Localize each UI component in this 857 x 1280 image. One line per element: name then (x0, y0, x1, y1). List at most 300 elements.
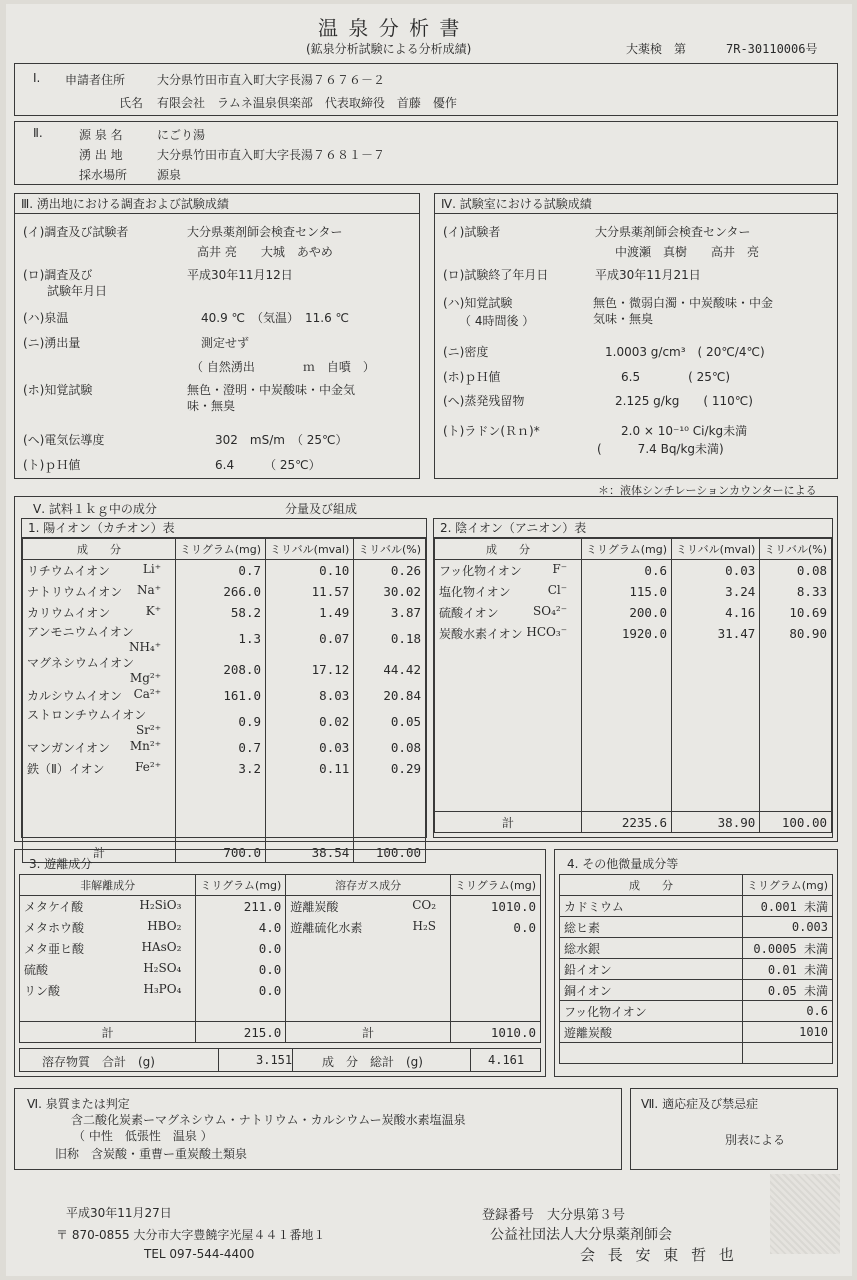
value-mg: 3.2 (176, 758, 266, 779)
test-end-date-label: (ロ)試験終了年月日 (443, 268, 549, 282)
trace-components-title: 4. その他微量成分等 (567, 857, 679, 871)
value-pct: 0.08 (760, 560, 832, 581)
value-mg: 0.001 未満 (743, 896, 833, 917)
spring-quality-title: Ⅵ. 泉質または判定 (27, 1097, 130, 1111)
col-header-name: 成 分 (23, 539, 176, 560)
empty-cell (286, 938, 451, 959)
table-row (23, 758, 426, 779)
component-name: 塩化物イオン (439, 584, 511, 599)
component-name: 硫酸 (24, 962, 49, 977)
source-section (14, 121, 838, 185)
totals-row (19, 1048, 541, 1072)
empty-cell (760, 665, 832, 686)
empty-cell (451, 938, 541, 959)
value-pct: 44.42 (354, 654, 426, 685)
component-formula: Mg²⁺ (129, 670, 162, 685)
value-mval: 8.03 (266, 685, 354, 706)
empty-cell (672, 770, 760, 791)
lab-examiner-org: 大分県薬剤師会検査センター (595, 225, 751, 239)
col-header-mg: ミリグラム(mg) (451, 875, 541, 896)
component-name: メタケイ酸 (24, 899, 84, 914)
component-name-cell (20, 959, 196, 980)
empty-cell (266, 800, 354, 821)
total-label: 計 (286, 1022, 451, 1043)
registration-number: 登録番号 大分県第３号 (482, 1208, 626, 1223)
component-name: 総ヒ素 (560, 917, 743, 938)
value-mg: 4.0 (196, 917, 286, 938)
field-survey-section (14, 193, 420, 479)
empty-cell (582, 770, 672, 791)
composition-subtitle: 分量及び組成 (285, 502, 358, 516)
empty-row (435, 665, 832, 686)
value-mval: 11.57 (266, 581, 354, 602)
source-name-label: 源 泉 名 (79, 128, 123, 142)
applicant-address: 大分県竹田市直入町大字長湯７６７６－２ (157, 73, 386, 87)
component-name-cell (23, 560, 176, 581)
flow-rate: 測定せず (201, 336, 250, 350)
empty-cell (672, 665, 760, 686)
value-mval: 0.10 (266, 560, 354, 581)
value-mg: 1010 (743, 1022, 833, 1043)
component-name: リチウムイオン (27, 563, 111, 578)
component-formula: Cl⁻ (547, 582, 568, 597)
value-mg: 161.0 (176, 685, 266, 706)
examiner-org: 大分県薬剤師会検査センター (187, 225, 343, 239)
issuer-org: 公益社団法人大分県薬剤師会 (490, 1227, 672, 1243)
empty-cell (672, 749, 760, 770)
col-header-mg: ミリグラム(mg) (196, 875, 286, 896)
table-row (23, 623, 426, 654)
component-total: 4.161 (488, 1053, 525, 1067)
applicant-address-label: 申請者住所 (65, 73, 126, 87)
value-mg: 1920.0 (582, 623, 672, 644)
flow-rate-label: (ニ)湧出量 (23, 336, 81, 350)
col-header-name: 成 分 (435, 539, 582, 560)
density-label: (ニ)密度 (443, 345, 489, 359)
empty-cell (23, 779, 176, 800)
component-name: カドミウム (560, 896, 743, 917)
component-name-cell (286, 917, 451, 938)
col-header-mg: ミリグラム(mg) (582, 539, 672, 560)
table-row (435, 602, 832, 623)
survey-date-label-2: 試験年月日 (47, 284, 108, 298)
component-formula: H₂S (412, 918, 437, 933)
component-formula: Ca²⁺ (133, 686, 162, 701)
ph-value: 6.4 （ 25℃） (215, 458, 321, 472)
spring-quality-old-name: 旧称 含炭酸・重曹ー重炭酸土類泉 (55, 1147, 248, 1161)
component-name: 鉛イオン (560, 959, 743, 980)
value-mval: 31.47 (672, 623, 760, 644)
component-name: メタホウ酸 (24, 920, 85, 935)
trace-box (559, 874, 833, 1072)
empty-cell (760, 644, 832, 665)
empty-cell (176, 821, 266, 842)
empty-cell (435, 644, 582, 665)
value-mg: 0.0005 未満 (743, 938, 833, 959)
empty-row (435, 728, 832, 749)
table-row (23, 737, 426, 758)
value-mg: 0.0 (451, 917, 541, 938)
empty-cell (582, 686, 672, 707)
divider (470, 1049, 471, 1071)
free-components-section (14, 849, 546, 1077)
component-name-cell (23, 581, 176, 602)
col-header-gas: 溶存ガス成分 (286, 875, 451, 896)
issue-date: 平成30年11月27日 (66, 1206, 172, 1220)
conductivity: 302 mS/m （ 25℃） (215, 433, 348, 447)
anion-table-box (433, 518, 833, 838)
empty-cell (582, 665, 672, 686)
table-row (560, 1022, 833, 1043)
empty-cell (760, 707, 832, 728)
sensory-test-label: (ホ)知覚試験 (23, 383, 93, 397)
radon-bq: ( 7.4 Bq/kg未満) (597, 442, 724, 456)
table-row (560, 917, 833, 938)
table-row (435, 560, 832, 581)
table-row (560, 938, 833, 959)
component-name-cell (23, 706, 176, 737)
empty-row (23, 779, 426, 800)
value-pct: 0.26 (354, 560, 426, 581)
lab-sensory-time: （ 4時間後 ） (459, 314, 535, 328)
empty-cell (560, 1043, 743, 1064)
total-pct: 100.00 (760, 812, 832, 833)
component-name-cell (23, 623, 176, 654)
spring-quality: 含二酸化炭素ーマグネシウム・ナトリウム・カルシウムー炭酸水素塩温泉 (71, 1113, 466, 1127)
value-mg: 0.7 (176, 737, 266, 758)
value-mg: 58.2 (176, 602, 266, 623)
empty-cell (760, 791, 832, 812)
col-header-name: 成 分 (560, 875, 743, 896)
density: 1.0003 g/cm³ ( 20℃/4℃) (605, 345, 765, 359)
col-header-mg: ミリグラム(mg) (743, 875, 833, 896)
component-name: 遊離炭酸 (290, 899, 339, 914)
value-pct: 10.69 (760, 602, 832, 623)
empty-cell (435, 791, 582, 812)
sensory-test-2: 味・無臭 (187, 399, 236, 413)
spring-quality-section (14, 1088, 622, 1170)
component-name: カリウムイオン (27, 605, 111, 620)
cation-table-box (21, 518, 427, 860)
empty-cell (672, 686, 760, 707)
trace-components-section (554, 849, 838, 1077)
value-mg: 0.0 (196, 959, 286, 980)
component-name: フッ化物イオン (560, 1001, 743, 1022)
table-row (560, 1001, 833, 1022)
component-name: 硫酸イオン (439, 605, 499, 620)
component-formula: Mn²⁺ (129, 738, 162, 753)
value-mval: 1.49 (266, 602, 354, 623)
component-name: メタ亜ヒ酸 (24, 941, 85, 956)
cation-table-title: 1. 陽イオン（カチオン）表 (22, 519, 426, 538)
table-row (20, 938, 541, 959)
empty-cell (286, 980, 451, 1001)
component-name-cell (435, 602, 582, 623)
component-name-cell (20, 896, 196, 917)
col-header-mg: ミリグラム(mg) (176, 539, 266, 560)
evaporation-residue: 2.125 g/kg ( 110℃) (615, 394, 753, 408)
radon-label: (ト)ラドン(Ｒｎ)* (443, 424, 540, 438)
composition-section (14, 496, 838, 860)
source-name: にごり湯 (157, 128, 206, 142)
value-mval: 17.12 (266, 654, 354, 685)
empty-cell (286, 959, 451, 980)
empty-cell (672, 707, 760, 728)
anion-table (434, 538, 832, 833)
empty-row (435, 791, 832, 812)
component-name-cell (435, 581, 582, 602)
table-row (435, 581, 832, 602)
value-mg: 0.7 (176, 560, 266, 581)
component-name: アンモニウムイオン (27, 624, 134, 639)
empty-cell (435, 686, 582, 707)
component-formula: Fe²⁺ (135, 759, 162, 774)
ph-label: (ト)ｐＨ値 (23, 458, 81, 472)
component-formula: HCO₃⁻ (526, 624, 568, 639)
value-pct: 0.05 (354, 706, 426, 737)
value-mg: 0.6 (582, 560, 672, 581)
empty-cell (20, 1001, 196, 1022)
value-mg: 1010.0 (451, 896, 541, 917)
indications-title: Ⅶ. 適応症及び禁忌症 (641, 1097, 759, 1111)
table-row (23, 654, 426, 685)
empty-cell (582, 749, 672, 770)
empty-cell (266, 779, 354, 800)
flow-type: （ 自然湧出 ｍ 自噴 ） (191, 360, 375, 374)
dissolved-total: 3.151 (256, 1053, 293, 1067)
sensory-test: 無色・澄明・中炭酸味・中金気 (187, 383, 356, 397)
value-mval: 4.16 (672, 602, 760, 623)
value-pct: 0.08 (354, 737, 426, 758)
value-mval: 0.07 (266, 623, 354, 654)
empty-cell (582, 728, 672, 749)
value-pct: 0.18 (354, 623, 426, 654)
component-name: マンガンイオン (27, 740, 111, 755)
sampling-place: 源泉 (157, 168, 182, 182)
component-name: リン酸 (24, 983, 61, 998)
free-components-box (19, 874, 541, 1044)
component-formula: Na⁺ (137, 582, 162, 597)
analysis-document (6, 4, 852, 1276)
value-mval: 0.03 (672, 560, 760, 581)
col-header-mval: ミリバル(mval) (266, 539, 354, 560)
issuer-address: 〒 870-0855 大分市大字豊饒字光屋４４１番地１ (56, 1228, 326, 1242)
value-pct: 30.02 (354, 581, 426, 602)
free-components-table (19, 874, 541, 1043)
lab-examiner-label: (イ)試験者 (443, 225, 501, 239)
empty-cell (672, 644, 760, 665)
outflow-place-label: 湧 出 地 (79, 148, 123, 162)
radon-note: ＊：液体シンチレーションカウンターによる (598, 484, 817, 497)
dissolved-total-label: 溶存物質 合計 (g) (42, 1055, 155, 1069)
spring-quality-class: （ 中性 低張性 温泉 ） (73, 1129, 213, 1143)
conductivity-label: (ヘ)電気伝導度 (23, 433, 105, 447)
lab-ph: 6.5 ( 25℃) (621, 370, 731, 384)
trace-table (559, 874, 833, 1064)
empty-cell (435, 707, 582, 728)
empty-cell (672, 728, 760, 749)
document-title: 温 泉 分 析 書 (318, 16, 462, 40)
empty-cell (266, 821, 354, 842)
free-components-title: 3. 遊離成分 (29, 857, 93, 871)
empty-row (560, 1043, 833, 1064)
empty-cell (760, 686, 832, 707)
lab-sensory-label: (ハ)知覚試験 (443, 296, 513, 310)
empty-cell (760, 749, 832, 770)
empty-cell (196, 1001, 286, 1022)
empty-cell (176, 800, 266, 821)
empty-cell (760, 770, 832, 791)
empty-row (23, 821, 426, 842)
value-mg: 0.6 (743, 1001, 833, 1022)
component-name-cell (23, 758, 176, 779)
table-row (23, 685, 426, 706)
spring-temp-label: (ハ)泉温 (23, 311, 69, 325)
table-row (560, 959, 833, 980)
empty-cell (451, 1001, 541, 1022)
component-formula: K⁺ (145, 603, 162, 618)
component-formula: H₃PO₄ (143, 981, 182, 996)
empty-row (435, 707, 832, 728)
table-row (435, 623, 832, 644)
lab-test-title: Ⅳ. 試験室における試験成績 (435, 194, 837, 214)
empty-cell (743, 1043, 833, 1064)
section-number: Ⅱ. (33, 126, 43, 140)
cation-table (22, 538, 426, 863)
table-row (23, 581, 426, 602)
spring-temp: 40.9 ℃ （気温） 11.6 ℃ (201, 311, 350, 325)
col-header-pct: ミリバル(%) (760, 539, 832, 560)
component-formula: H₂SiO₃ (139, 897, 182, 912)
component-formula: Li⁺ (142, 561, 162, 576)
test-end-date: 平成30年11月21日 (595, 268, 701, 282)
non-dissociated-total: 215.0 (196, 1022, 286, 1043)
component-formula: NH₄⁺ (128, 639, 162, 654)
empty-cell (23, 821, 176, 842)
empty-cell (451, 959, 541, 980)
total-mg: 700.0 (176, 842, 266, 863)
total-label: 計 (23, 842, 176, 863)
component-name: ナトリウムイオン (27, 584, 123, 599)
empty-cell (435, 770, 582, 791)
total-mval: 38.90 (672, 812, 760, 833)
empty-row (435, 644, 832, 665)
divider (292, 1049, 293, 1071)
component-formula: CO₂ (412, 897, 437, 912)
component-formula: HAsO₂ (141, 939, 182, 954)
value-mg: 1.3 (176, 623, 266, 654)
empty-row (435, 686, 832, 707)
value-pct: 0.29 (354, 758, 426, 779)
table-row (560, 980, 833, 1001)
gas-total: 1010.0 (451, 1022, 541, 1043)
empty-cell (582, 707, 672, 728)
value-mg: 0.003 (743, 917, 833, 938)
value-pct: 8.33 (760, 581, 832, 602)
lab-examiner-names: 中渡瀬 真樹 高井 亮 (615, 245, 760, 259)
radon: 2.0 × 10⁻¹⁰ Ci/kg未満 (621, 424, 748, 438)
president-name: 会 長 安 東 哲 也 (580, 1246, 738, 1264)
lab-test-section (434, 193, 838, 479)
table-row (560, 896, 833, 917)
empty-cell (582, 644, 672, 665)
field-survey-title: Ⅲ. 湧出地における調査および試験成績 (15, 194, 419, 214)
col-header-pct: ミリバル(%) (354, 539, 426, 560)
total-mval: 38.54 (266, 842, 354, 863)
component-name: 遊離硫化水素 (290, 920, 363, 935)
empty-row (435, 770, 832, 791)
component-name: フッ化物イオン (439, 563, 522, 578)
empty-cell (435, 665, 582, 686)
component-name-cell (23, 737, 176, 758)
applicant-section (14, 63, 838, 116)
empty-cell (286, 1001, 451, 1022)
component-name-cell (435, 560, 582, 581)
value-mval: 0.11 (266, 758, 354, 779)
section-number: Ⅰ. (33, 71, 41, 85)
component-name-cell (286, 896, 451, 917)
component-formula: F⁻ (552, 561, 568, 576)
value-mg: 0.01 未満 (743, 959, 833, 980)
table-row (20, 896, 541, 917)
value-mval: 0.03 (266, 737, 354, 758)
value-pct: 20.84 (354, 685, 426, 706)
value-mval: 0.02 (266, 706, 354, 737)
empty-cell (435, 749, 582, 770)
table-row (20, 959, 541, 980)
value-mg: 0.05 未満 (743, 980, 833, 1001)
empty-cell (176, 779, 266, 800)
divider (218, 1049, 219, 1071)
empty-cell (582, 791, 672, 812)
component-name: マグネシウムイオン (27, 655, 135, 670)
component-formula: HBO₂ (147, 918, 182, 933)
component-name: 総水銀 (560, 938, 743, 959)
empty-row (23, 800, 426, 821)
applicant-name-label: 氏名 (119, 96, 144, 110)
examiner-label: (イ)調査及び試験者 (23, 225, 129, 239)
component-name-cell (23, 654, 176, 685)
total-mg: 2235.6 (582, 812, 672, 833)
value-mg: 0.0 (196, 938, 286, 959)
composition-title: Ⅴ. 試料１ｋｇ中の成分 (33, 502, 157, 516)
total-row (435, 812, 832, 833)
total-label: 計 (20, 1022, 196, 1043)
value-pct: 3.87 (354, 602, 426, 623)
component-name-cell (20, 980, 196, 1001)
component-name: ストロンチウムイオン (27, 707, 147, 722)
empty-row (435, 749, 832, 770)
value-mg: 0.9 (176, 706, 266, 737)
total-label: 計 (435, 812, 582, 833)
empty-cell (760, 728, 832, 749)
table-row (20, 917, 541, 938)
value-mg: 200.0 (582, 602, 672, 623)
ref-label: 大薬検 第 (626, 42, 687, 56)
value-mg: 208.0 (176, 654, 266, 685)
empty-cell (354, 779, 426, 800)
empty-cell (23, 800, 176, 821)
total-row (20, 1022, 541, 1043)
empty-cell (354, 821, 426, 842)
examiner-names: 高井 亮 大城 あやめ (197, 245, 333, 259)
value-mg: 211.0 (196, 896, 286, 917)
issuer-tel: TEL 097-544-4400 (144, 1247, 255, 1261)
component-formula: Sr²⁺ (135, 722, 162, 737)
survey-date-label: (ロ)調査及び (23, 268, 93, 282)
col-header-mval: ミリバル(mval) (672, 539, 760, 560)
outflow-place: 大分県竹田市直入町大字長湯７６８１－７ (157, 148, 386, 162)
